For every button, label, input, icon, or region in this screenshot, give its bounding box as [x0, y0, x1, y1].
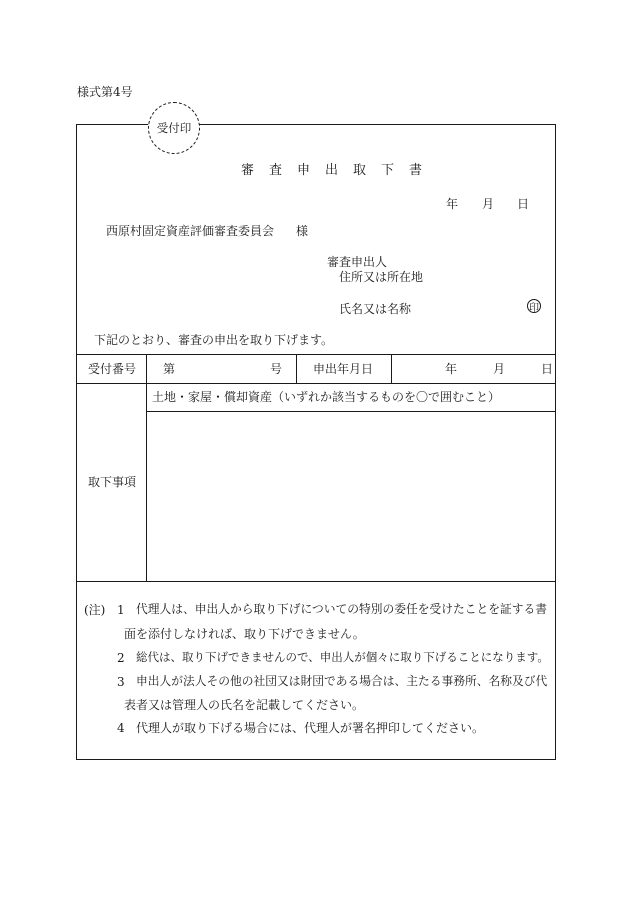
asset-row-bottom-rule: [146, 411, 556, 412]
name-label: 氏名又は名称: [339, 302, 412, 316]
note-line: 表者又は管理人の氏名を記載してください。: [124, 698, 365, 712]
receipt-row-bottom-rule: [76, 383, 556, 384]
document-title: 審査申出取下書: [241, 163, 438, 178]
note-line: 面を添付しなければ、取り下げできません。: [124, 627, 365, 641]
note-line: 総代は、取り下げできませんので、申出人が個々に取り下げることになります。: [136, 650, 549, 664]
address-label: 住所又は所在地: [339, 270, 424, 284]
receipt-no-end-rule: [296, 354, 297, 383]
honorific: 様: [296, 224, 309, 238]
note-line: 代理人は、申出人から取り下げについての特別の委任を受けたことを証する書: [136, 602, 548, 616]
receipt-number-label: 受付番号: [88, 362, 137, 376]
filing-date-label: 申出年月日: [313, 362, 374, 376]
receipt-number-prefix: 第: [163, 362, 176, 376]
seal-mark-icon: [527, 299, 541, 313]
note-line: 代理人が取り下げる場合には、代理人が署名押印してください。: [136, 721, 485, 735]
date-month-label: 月: [482, 197, 495, 211]
receipt-number-suffix: 号: [270, 362, 283, 376]
reception-stamp-area: [148, 102, 200, 154]
date-year-label: 年: [446, 197, 459, 211]
filing-date-month: 月: [493, 362, 506, 376]
table-top-rule: [76, 354, 556, 355]
lead-text: 下記のとおり、審査の申出を取り下げます。: [94, 333, 334, 347]
addressee: 西原村固定資産評価審査委員会: [106, 224, 275, 238]
seal-mark-text: 印: [529, 302, 539, 314]
stamp-label: 受付印: [156, 121, 192, 135]
label-column-rule: [146, 354, 147, 581]
form-frame: [76, 124, 556, 760]
filing-date-year: 年: [445, 362, 458, 376]
table-bottom-rule: [76, 581, 556, 582]
note-number: 1: [117, 603, 125, 617]
date-day-label: 日: [517, 197, 530, 211]
filing-date-label-end-rule: [391, 354, 392, 383]
form-number: 様式第4号: [77, 85, 133, 99]
notes-label: (注): [84, 603, 106, 617]
applicant-label: 審査申出人: [327, 255, 388, 269]
note-number: 4: [117, 721, 125, 735]
note-line: 申出人が法人その他の社団又は財団である場合は、主たる事務所、名称及び代: [136, 674, 548, 688]
asset-type-options: 土地・家屋・償却資産（いずれか該当するものを〇で囲むこと）: [152, 390, 501, 404]
filing-date-day: 日: [541, 362, 554, 376]
note-number: 2: [117, 651, 125, 665]
note-number: 3: [117, 675, 125, 689]
withdrawal-items-label: 取下事項: [88, 475, 137, 489]
